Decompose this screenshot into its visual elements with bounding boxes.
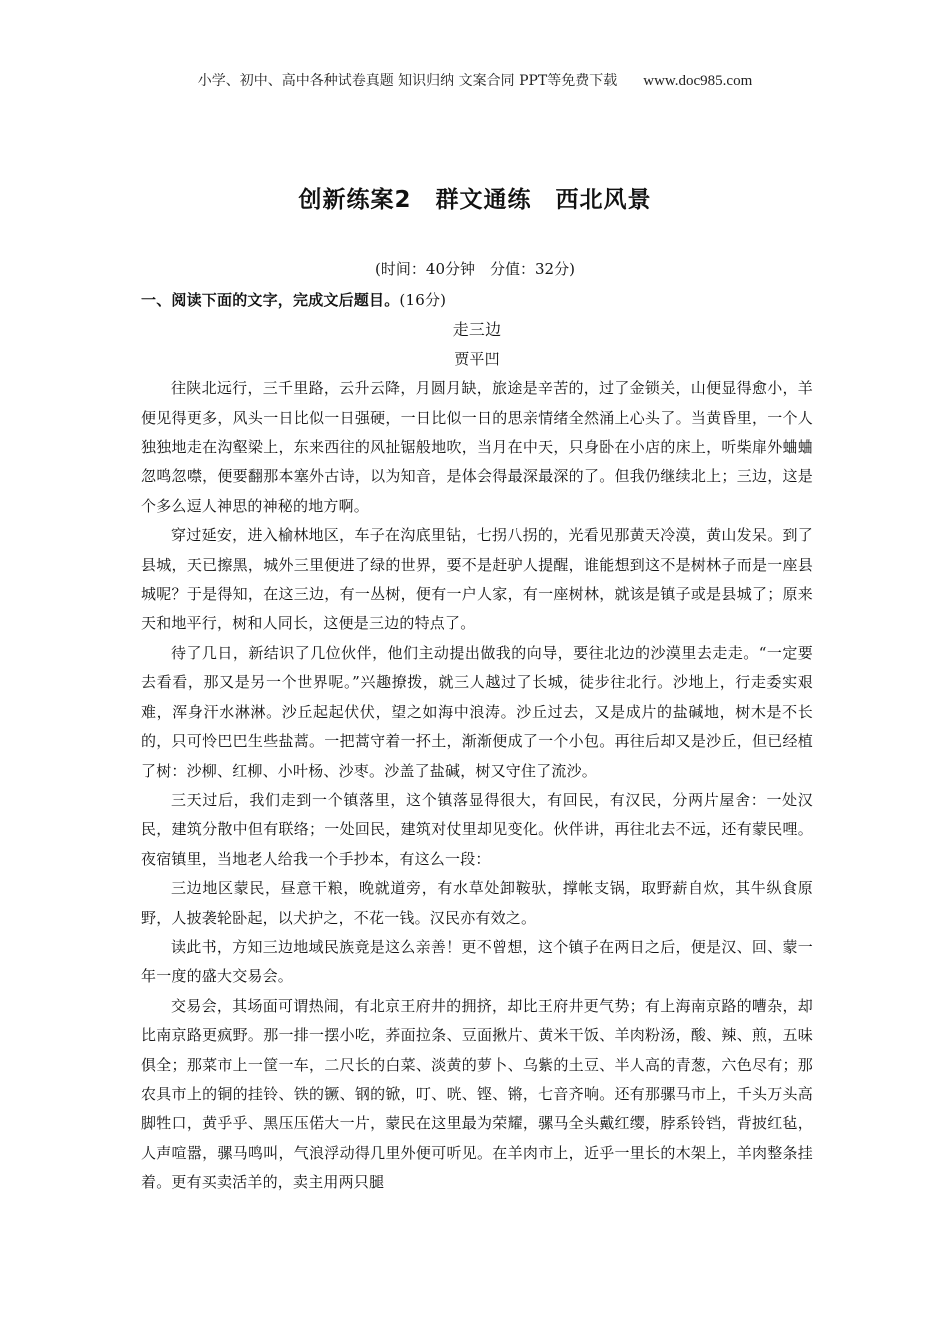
page-header [0, 70, 950, 90]
article-paragraph: 待了几日，新结识了几位伙伴，他们主动提出做我的向导，要往北边的沙漠里去走走。“一定要去看看，那又是另一个世界呢。”兴趣撩拨，就三人越过了长城，徒步往北行。沙地上，行走委实艰难，浑身汗水淋淋。沙丘起起伏伏，望之如海中浪涛。沙丘过去，又是成片的盐碱地，树木是不长的，只可怜巴巴生些盐蒿。一把蒿守着一抔土，渐渐便成了一个小包。再往后却又是沙丘，但已经植了树：沙柳、红柳、小叶杨、沙枣。沙盖了盐碱，树又守住了流沙。 [141, 643, 813, 780]
header-site: www.doc985.com [643, 73, 753, 89]
article-paragraph: 读此书，方知三边地域民族竟是这么亲善！更不曾想，这个镇子在两日之后，便是汉、回、蒙一年一度的盛大交易会。 [141, 937, 813, 986]
question-text: 一、阅读下面的文字，完成文后题目。 [141, 291, 400, 309]
time-score-info: (时间：40分钟 分值：32分) [375, 260, 575, 278]
document-title: 创新练案2 群文通练 西北风景 [298, 187, 652, 213]
article-paragraph: 交易会，其场面可谓热闹，有北京王府井的拥挤，却比王府井更气势；有上海南京路的嘈杂，却比南京路更疯野。那一排一摆小吃，荞面拉条、豆面揪片、黄米干饭、羊肉粉汤，酸、辣、煎，五味俱全；那菜市上一筐一车，二尺长的白菜、淡黄的萝卜、乌紫的土豆、半人高的青葱，六色尽有；那农具市上的铜的挂铃、铁的镢、钢的锨，叮、咣、铿、锵，七音齐响。还有那骡马市上，千头万头高脚牲口，黄乎乎、黑压压偌大一片，蒙民在这里最为荣耀，骡马全头戴红缨，脖系铃铛，背披红毡，人声喧嚣，骡马鸣叫，气浪浮动得几里外便可听见。在羊肉市上，近乎一里长的木架上，羊肉整条挂着。更有买卖活羊的，卖主用两只腿 [141, 996, 813, 1192]
question-points: (16分) [399, 291, 447, 309]
article-author: 贾平凹 [454, 349, 500, 368]
question-heading [141, 286, 813, 315]
article-paragraph: 三天过后，我们走到一个镇落里，这个镇落显得很大，有回民，有汉民，分两片屋舍：一处汉民，建筑分散中但有联络；一处回民，建筑对仗里却见变化。伙伴讲，再往北去不远，还有蒙民哩。夜宿镇里，当地老人给我一个手抄本，有这么一段： [141, 790, 813, 868]
quoted-excerpt: 三边地区蒙民，昼意干粮，晚就道旁，有水草处卸鞍驮，撑帐支锅，取野薪自炊，其牛纵食原野，人披袭轮卧起，以犬护之，不花一钱。汉民亦有效之。 [141, 879, 813, 927]
article-paragraph: 穿过延安，进入榆林地区，车子在沟底里钻，七拐八拐的，光看见那黄天冷漠，黄山发呆。到了县城，天已擦黑，城外三里便进了绿的世界，要不是赶驴人提醒，谁能想到这不是树林子而是一座县城呢？于是得知，在这三边，有一丛树，便有一户人家，有一座树林，就该是镇子或是县城了；原来天和地平行，树和人同长，这便是三边的特点了。 [141, 526, 813, 633]
header-text: 小学、初中、高中各种试卷真题 知识归纳 文案合同 PPT等免费下载 [197, 73, 618, 89]
document-body [141, 286, 813, 1198]
article-paragraph: 往陕北远行，三千里路，云升云降，月圆月缺，旅途是辛苦的，过了金锁关，山便显得愈小，羊便见得更多，风头一日比似一日强硬，一日比似一日的思亲情绪全然涌上心头了。当黄昏里，一个人独独地走在沟壑梁上，东来西往的风扯锯般地吹，当月在中天，只身卧在小店的床上，听柴扉外蛐蛐忽鸣忽噤，便要翻那本塞外古诗，以为知音，是体会得最深最深的了。但我仍继续北上；三边，这是个多么逗人神思的神秘的地方啊。 [141, 379, 813, 515]
article-title: 走三边 [452, 320, 502, 340]
